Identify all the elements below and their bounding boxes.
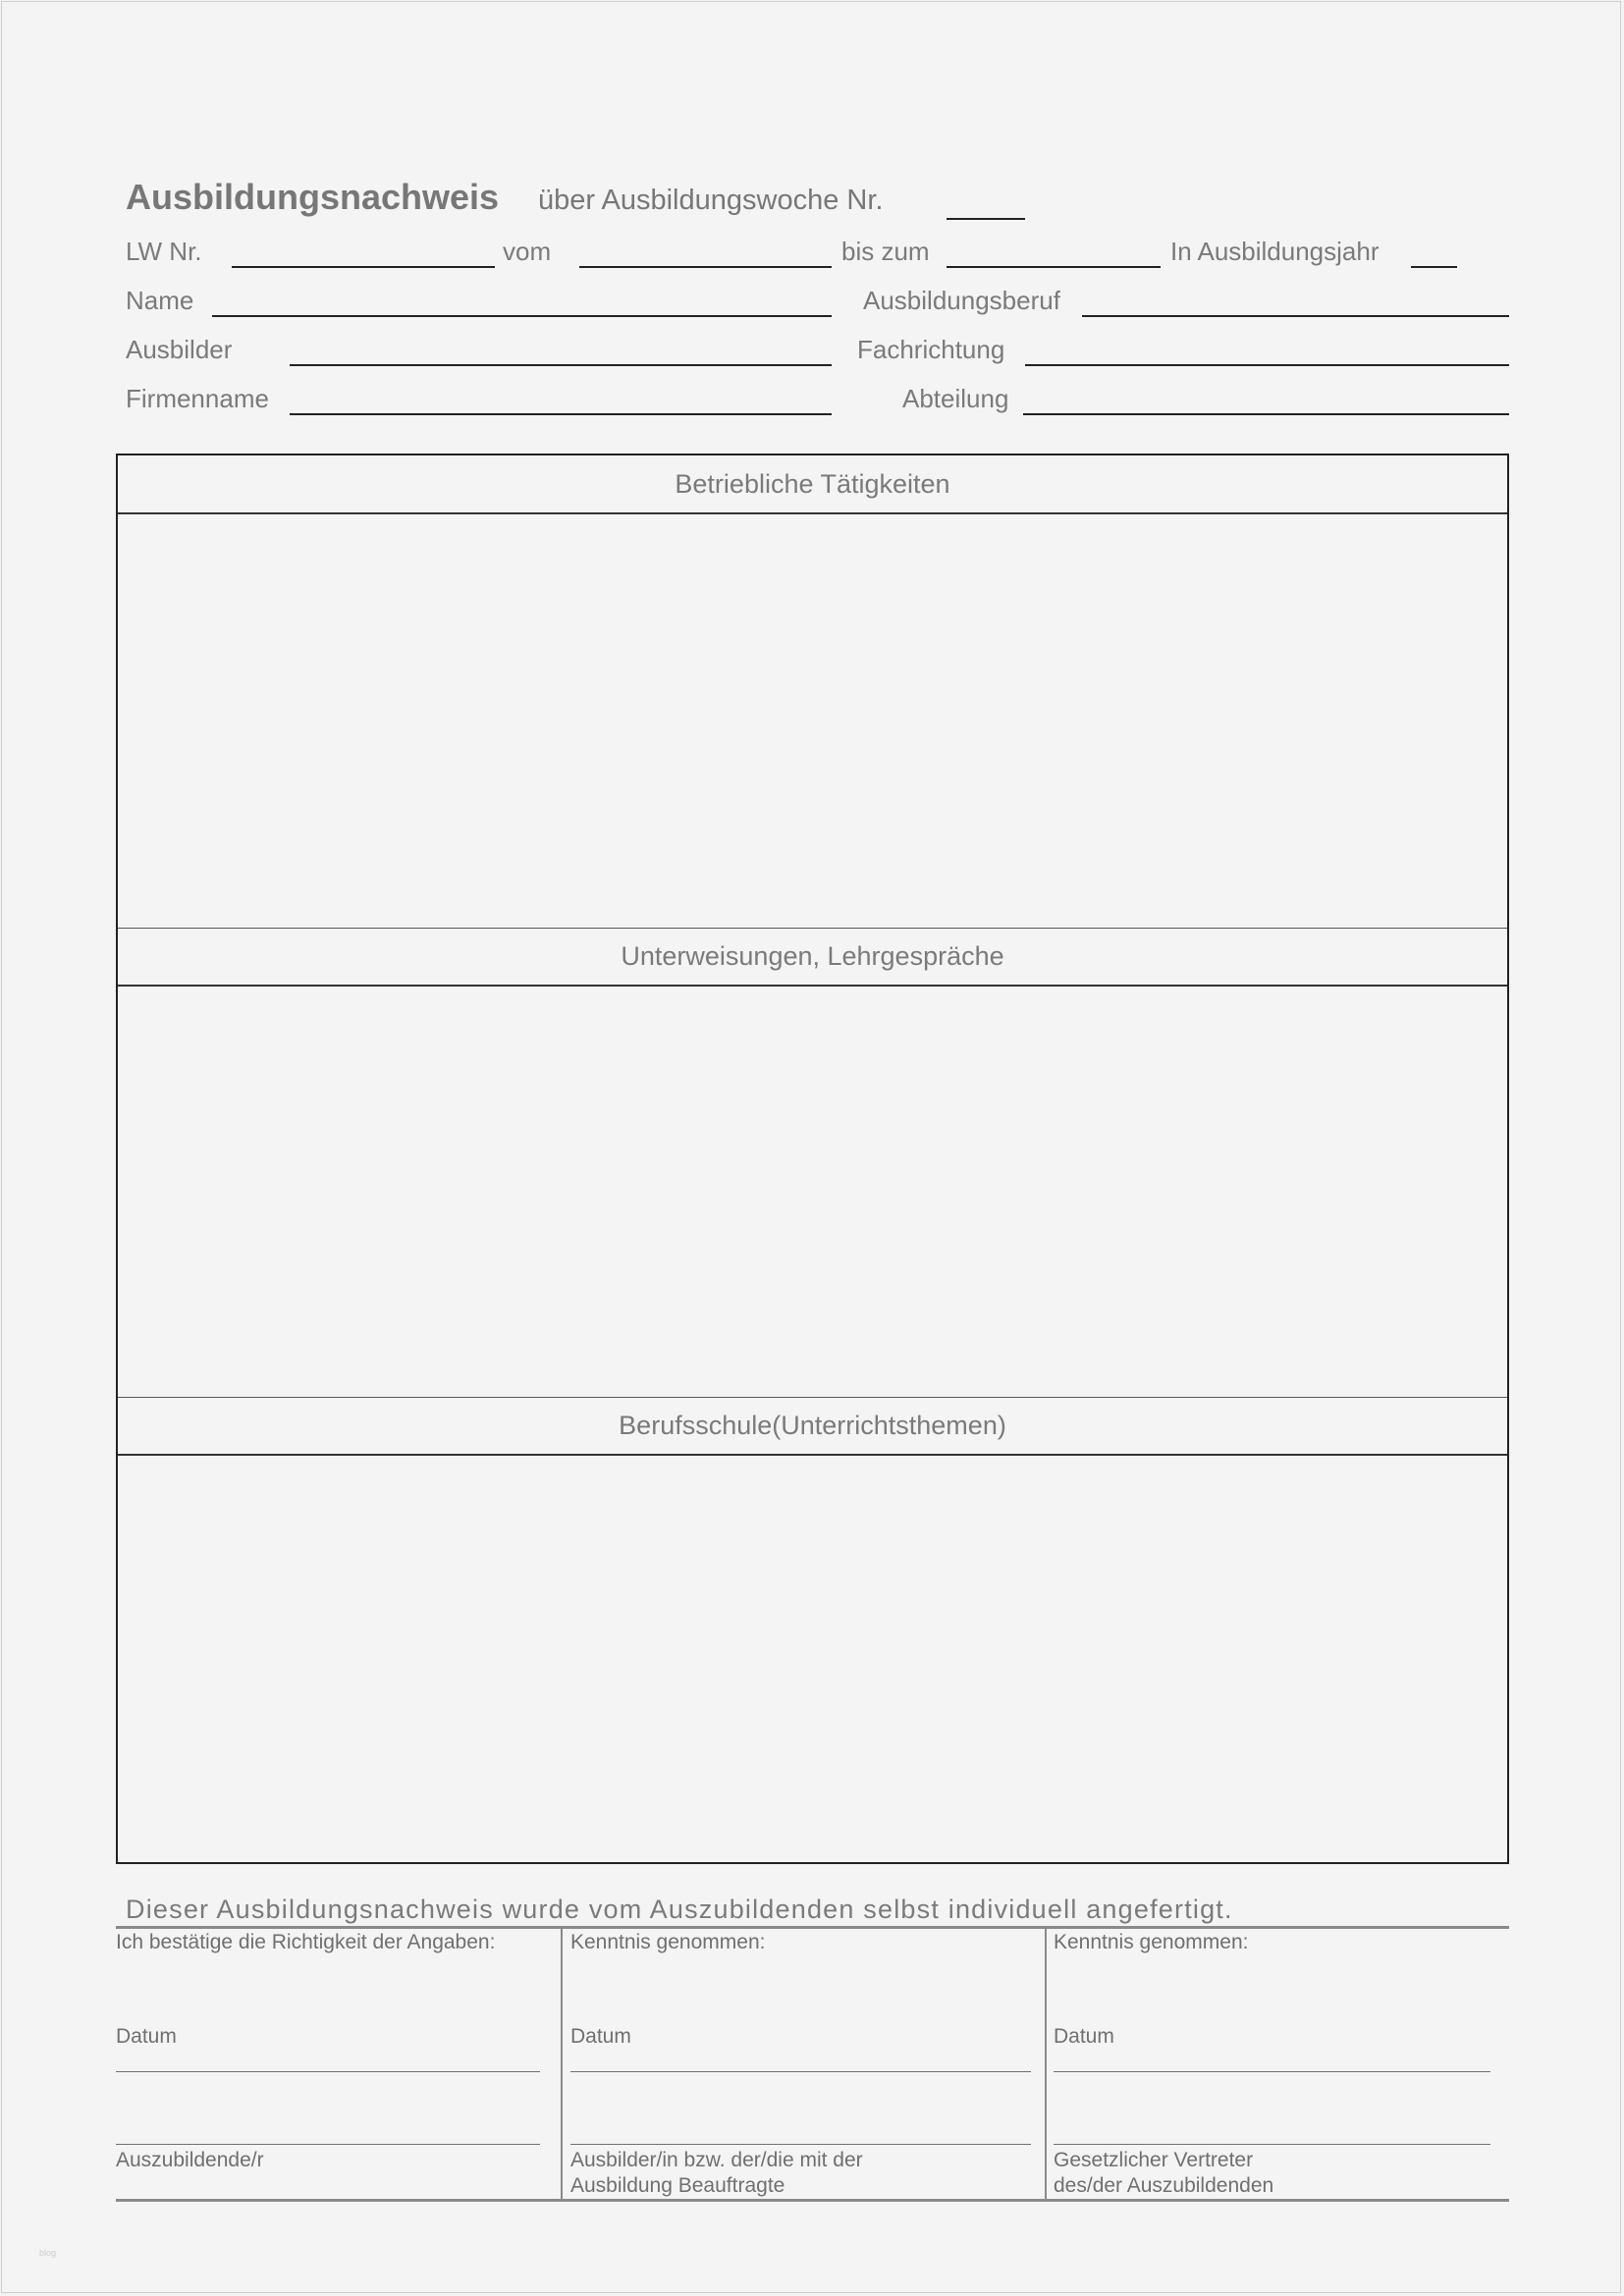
abteilung-field[interactable] <box>1023 413 1509 415</box>
name-label: Name <box>126 286 194 315</box>
name-field[interactable] <box>212 315 832 317</box>
col3-signature-field[interactable] <box>1054 2144 1490 2145</box>
col3-datum-input[interactable] <box>1054 2043 1494 2070</box>
firmenname-input[interactable] <box>290 386 832 413</box>
col3-signature-input[interactable] <box>1054 2115 1494 2143</box>
col2-heading: Kenntnis genommen: <box>570 1931 766 1953</box>
col1-signature-field[interactable] <box>116 2144 540 2145</box>
abteilung-input[interactable] <box>1023 386 1509 413</box>
title-subtitle: über Ausbildungswoche Nr. <box>538 185 884 216</box>
ausbildungsberuf-field[interactable] <box>1082 315 1509 317</box>
section-header-unterweisungen: Unterweisungen, Lehrgespräche <box>118 928 1507 987</box>
col1-signer-label: Auszubildende/r <box>116 2149 264 2171</box>
signature-bottom-rule <box>116 2199 1509 2202</box>
fachrichtung-label: Fachrichtung <box>857 335 1005 364</box>
name-input[interactable] <box>212 288 832 315</box>
col1-datum-input[interactable] <box>116 2043 544 2070</box>
berufsschule-textarea[interactable] <box>118 1456 1507 1861</box>
activities-box <box>116 454 1509 1864</box>
col3-signer-label-line2: des/der Auszubildenden <box>1054 2174 1274 2197</box>
ausbildungsjahr-input[interactable] <box>1411 239 1457 266</box>
lw-nr-label: LW Nr. <box>126 237 202 266</box>
woche-nr-input[interactable] <box>947 190 1025 218</box>
ausbilder-input[interactable] <box>290 337 832 364</box>
fachrichtung-input[interactable] <box>1025 337 1509 364</box>
col3-datum-field[interactable] <box>1054 2071 1490 2072</box>
col2-datum-label: Datum <box>570 2025 631 2048</box>
col1-datum-field[interactable] <box>116 2071 540 2072</box>
ausbilder-field[interactable] <box>290 364 832 366</box>
ausbildungsjahr-label: In Ausbildungsjahr <box>1170 237 1380 266</box>
document-title: Ausbildungsnachweis <box>126 177 500 217</box>
col2-datum-field[interactable] <box>570 2071 1031 2072</box>
signature-divider-2 <box>1045 1928 1047 2199</box>
col3-datum-label: Datum <box>1054 2025 1114 2048</box>
col2-datum-input[interactable] <box>570 2043 1035 2070</box>
signature-top-rule <box>116 1926 1509 1929</box>
ausbildungsberuf-label: Ausbildungsberuf <box>863 286 1060 315</box>
bis-zum-label: bis zum <box>841 237 930 266</box>
lw-nr-input[interactable] <box>232 239 495 266</box>
unterweisungen-textarea[interactable] <box>118 987 1507 1396</box>
betriebliche-taetigkeiten-textarea[interactable] <box>118 514 1507 927</box>
col2-signature-field[interactable] <box>570 2144 1031 2145</box>
firmenname-field[interactable] <box>290 413 832 415</box>
ausbildungsjahr-field[interactable] <box>1411 266 1457 268</box>
col2-signature-input[interactable] <box>570 2115 1035 2143</box>
col3-signer-label-line1: Gesetzlicher Vertreter <box>1054 2149 1254 2171</box>
section-header-berufsschule: Berufsschule(Unterrichtsthemen) <box>118 1397 1507 1456</box>
vom-field[interactable] <box>579 266 832 268</box>
vom-input[interactable] <box>579 239 832 266</box>
ausbilder-label: Ausbilder <box>126 335 233 364</box>
firmenname-label: Firmenname <box>126 384 269 413</box>
abteilung-label: Abteilung <box>902 384 1009 413</box>
col1-signature-input[interactable] <box>116 2115 544 2143</box>
col2-signer-label-line2: Ausbildung Beauftragte <box>570 2174 785 2197</box>
col3-heading: Kenntnis genommen: <box>1054 1931 1249 1953</box>
lw-nr-field[interactable] <box>232 266 495 268</box>
self-made-note: Dieser Ausbildungsnachweis wurde vom Auszubildenden selbst individuell angefertigt. <box>126 1895 1233 1924</box>
vom-label: vom <box>503 237 552 266</box>
col1-datum-label: Datum <box>116 2025 177 2048</box>
ausbildungsberuf-input[interactable] <box>1082 288 1509 315</box>
bis-zum-field[interactable] <box>947 266 1161 268</box>
fachrichtung-field[interactable] <box>1025 364 1509 366</box>
woche-nr-field[interactable] <box>947 218 1025 220</box>
watermark-text: blog <box>39 2248 57 2258</box>
col2-signer-label-line1: Ausbilder/in bzw. der/die mit der <box>570 2149 863 2171</box>
bis-zum-input[interactable] <box>947 239 1161 266</box>
col1-heading: Ich bestätige die Richtigkeit der Angaben: <box>116 1931 496 1953</box>
signature-divider-1 <box>561 1928 563 2199</box>
section-header-betriebliche-taetigkeiten: Betriebliche Tätigkeiten <box>118 455 1507 514</box>
